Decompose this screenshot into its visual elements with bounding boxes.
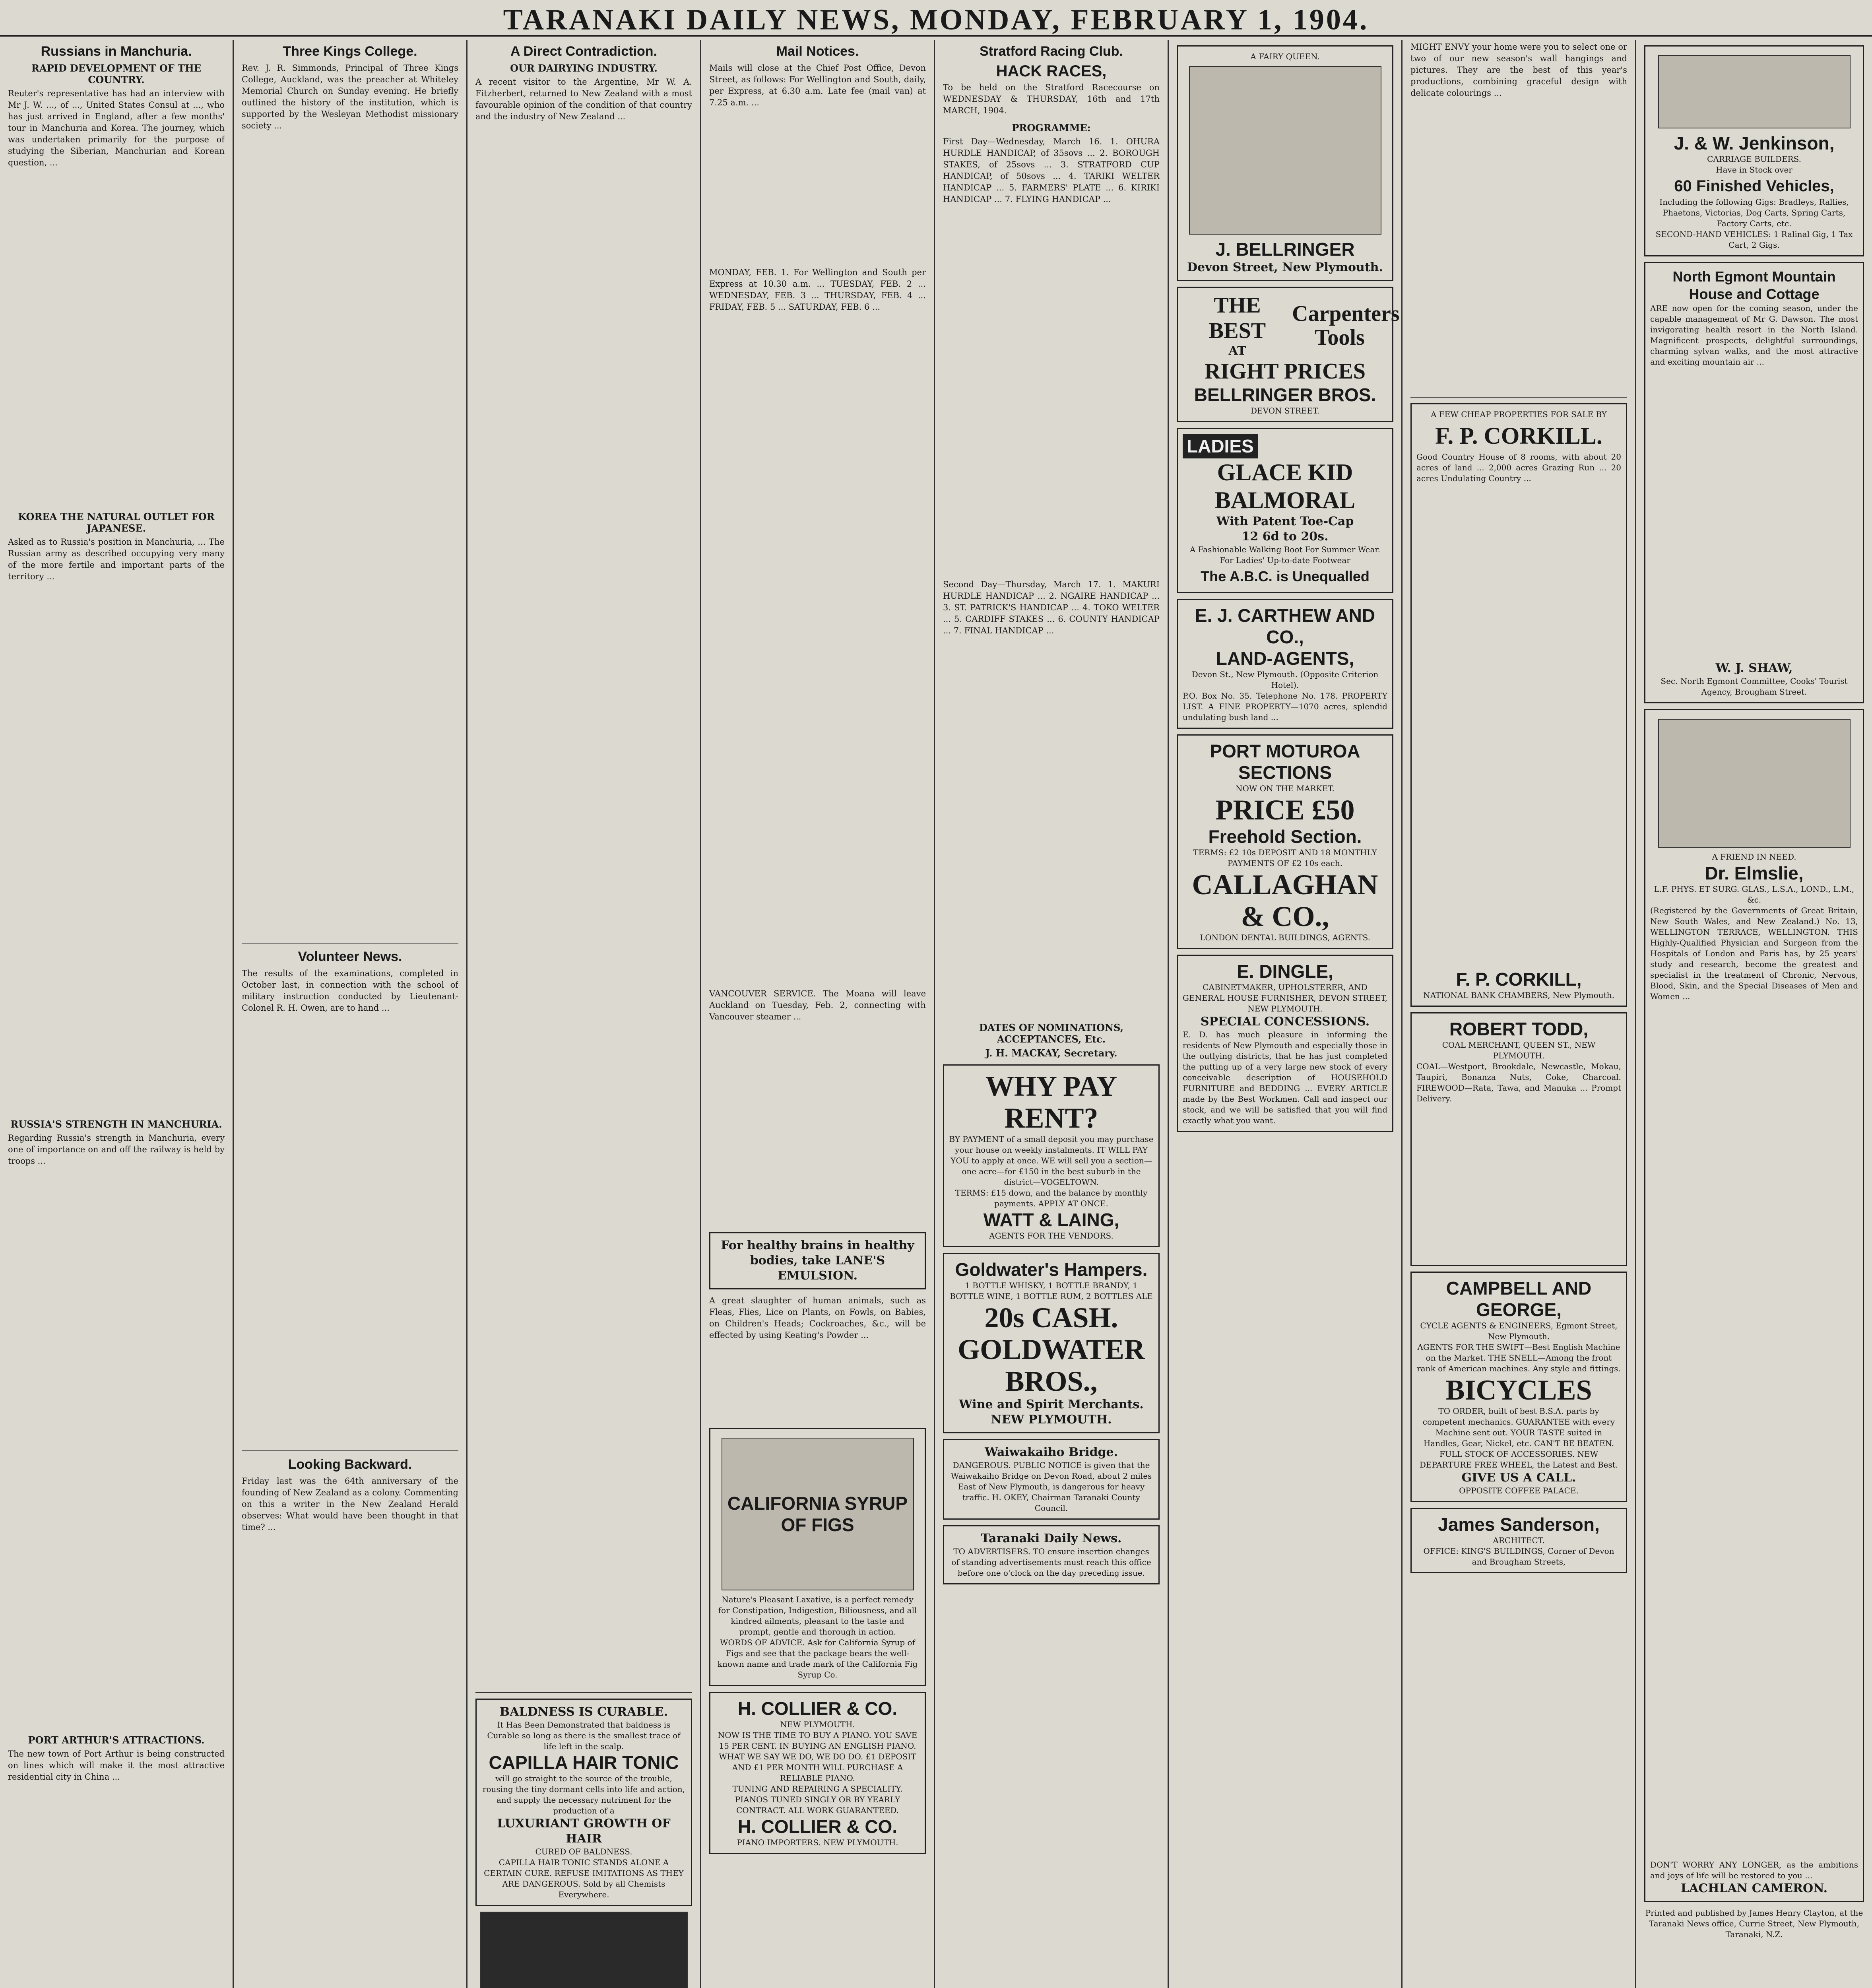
ad-title: E. DINGLE, [1237, 961, 1333, 982]
ad-title: James Sanderson, [1438, 1514, 1600, 1535]
ad-text: A Fashionable Walking Boot For Summer Wear. [1189, 545, 1381, 554]
ad-title: Taranaki Daily News. [981, 1532, 1122, 1545]
ad-title: GOLDWATER BROS., [958, 1334, 1145, 1397]
ad-subhead: SPECIAL CONCESSIONS. [1200, 1015, 1370, 1029]
ad-text: A FEW CHEAP PROPERTIES FOR SALE BY [1431, 410, 1607, 419]
subhead: PORT ARTHUR'S ATTRACTIONS. [28, 1734, 205, 1746]
signature: J. H. MACKAY, Secretary. [985, 1047, 1117, 1059]
friend-illustration [1658, 719, 1851, 848]
ad-text: E. D. has much pleasure in informing the residents of New Plymouth and especially those in the outlying districts, that he has just completed the putting up of a very large new stock of every conceivable description of HOUSEHOLD FURNITURE and BEDDING ... EVERY ARTICLE made by the Best Workmen. Call and inspect our stock, and we will be satisfied that you will find exactly what you want. [1183, 1030, 1387, 1125]
article-text: Friday last was the 64th anniversary of the founding of New Zealand as a colony. Commenting on this a writer in the New Zealand Herald observes: What would have been thought in that time? ... [242, 1476, 458, 1532]
ad-caption: A FAIRY QUEEN. [1250, 52, 1320, 61]
ad-title: CALLAGHAN & CO., [1192, 869, 1378, 932]
ad-text: DEVON STREET. [1250, 406, 1320, 415]
carpenters-tools-title: Carpenters Tools [1292, 301, 1400, 350]
ad-title: Freehold Section. [1208, 826, 1362, 847]
masthead-title: TARANAKI DAILY NEWS, MONDAY, FEBRUARY 1, 1904. [503, 4, 1369, 36]
column-1 [0, 40, 234, 1988]
bellringer-ad [1177, 45, 1393, 281]
column-6 [1169, 40, 1403, 1988]
carriage-illustration [1658, 55, 1851, 128]
ad-title: Waiwakaiho Bridge. [984, 1445, 1118, 1459]
waiwakaiho-notice [943, 1439, 1160, 1520]
article-text: A great slaughter of human animals, such as Fleas, Flies, Lice on Plants, on Fowls, on Babies, on Children's Heads; Cockroaches, &c., will be effected by using Keating's Powder ... [709, 1296, 926, 1340]
column-4 [701, 40, 935, 1988]
article-text: VANCOUVER SERVICE. The Moana will leave Auckland on Tuesday, Feb. 2, connecting with Vancouver steamer ... [709, 989, 926, 1021]
ad-text: TERMS: £2 10s DEPOSIT AND 18 MONTHLY PAYMENTS OF £2 10s each. [1193, 848, 1377, 868]
ad-caption: A FRIEND IN NEED. [1712, 852, 1796, 862]
imprint: Printed and published by James Henry Clayton, at the Taranaki News office, Currie Street, New Plymouth, Taranaki, N.Z. [1645, 1908, 1863, 1939]
ad-text: It Has Been Demonstrated that baldness is Curable so long as there is the smallest trace of life left in the scalp. [487, 1720, 681, 1751]
divider [242, 943, 458, 944]
headline-three-kings: Three Kings College. [283, 44, 417, 59]
ad-title: BICYCLES [1445, 1374, 1592, 1406]
article-text: The new town of Port Arthur is being constructed on lines which will make it the most attractive residential city in China ... [8, 1749, 225, 1782]
article-text: Mails will close at the Chief Post Office, Devon Street, as follows: For Wellington and South, daily, per Express, at 6.30 a.m. Late fee (mail van) at 7.25 a.m. ... [709, 63, 926, 107]
ad-title: Goldwater's Hampers. [955, 1259, 1148, 1280]
ad-label: LADIES [1183, 434, 1258, 458]
tdn-notice [943, 1525, 1160, 1584]
subhead: RUSSIA'S STRENGTH IN MANCHURIA. [10, 1118, 222, 1130]
ad-title: WATT & LAING, [983, 1209, 1119, 1230]
ad-title: Dr. Elmslie, [1705, 863, 1804, 883]
port-moturoa-ad [1177, 734, 1393, 949]
why-pay-rent-ad [943, 1064, 1160, 1247]
best-prices-row [1183, 293, 1400, 359]
ad-text: AGENTS FOR THE VENDORS. [989, 1231, 1114, 1241]
subhead: RAPID DEVELOPMENT OF THE COUNTRY. [31, 62, 201, 85]
article-text: MONDAY, FEB. 1. For Wellington and South per Express at 10.30 a.m. ... TUESDAY, FEB. 2 ... WEDNESDAY, FEB. 3 ... THURSDAY, FEB. 4 ... FRIDAY, FEB. 5 ... SATURDAY, FEB. 6 ... [709, 268, 926, 312]
headline-direct-contradiction: A Direct Contradiction. [510, 44, 657, 59]
syrup-figs-logo [722, 1438, 914, 1590]
divider [242, 1450, 458, 1451]
ad-headline: THE BEST [1209, 293, 1266, 343]
subhead: KOREA THE NATURAL OUTLET FOR JAPANESE. [18, 511, 215, 534]
carthew-ad [1177, 599, 1393, 729]
ad-text: CABINETMAKER, UPHOLSTERER, AND GENERAL HOUSE FURNISHER, DEVON STREET, NEW PLYMOUTH. [1183, 982, 1387, 1013]
ad-text: WORDS OF ADVICE. Ask for California Syrup of Figs and see that the package bears the well-known name and trade mark of the California Fig Syrup Co. [717, 1638, 918, 1679]
ad-text: NOW ON THE MARKET. [1235, 784, 1335, 793]
ad-title: 60 Finished Vehicles, [1674, 177, 1834, 195]
ad-text: (Registered by the Governments of Great Britain, New South Wales, and New Zealand.) No. 13, WELLINGTON TERRACE, WELLINGTON. THIS Highly-Qualified Physician and Surgeon from the Hospitals of London and Paris has, by 25 years' study and research, become the greatest and specialist in the treatment of Chronic, Nervous, Blood, Skin, and the Special Diseases of Men and Women ... [1650, 906, 1858, 1001]
ad-text: PIANO IMPORTERS. NEW PLYMOUTH. [737, 1838, 898, 1847]
dingle-ad [1177, 955, 1393, 1132]
ad-text: ARCHITECT. [1493, 1536, 1545, 1545]
ad-signature: LACHLAN CAMERON. [1680, 1881, 1828, 1895]
masthead [0, 0, 1872, 37]
ad-text: TO ORDER, built of best B.S.A. parts by competent mechanics. GUARANTEE with every Machine sent out. YOUR TASTE suited in Handles, Gear, Nickel, etc. CAN'T BE BEATEN. FULL STOCK OF ACCESSORIES. NEW DEPARTURE FREE WHEEL, the Latest and Best. [1419, 1406, 1618, 1470]
ad-headline: RIGHT PRICES [1204, 359, 1366, 384]
ad-title: H. COLLIER & CO. [737, 1816, 898, 1837]
article-text: Reuter's representative has had an interview with Mr J. W. ..., of ..., United States Consul at ..., who has just arrived in England, after a few months' tour in Manchuria and Korea. The journey, which was undertaken primarily for the purpose of studying the Siberian, Manchurian and Korean question, ... [8, 89, 225, 167]
ad-title: E. J. CARTHEW AND CO., [1195, 605, 1375, 647]
dr-elmslie-ad [1644, 709, 1864, 1902]
ad-text: OPPOSITE COFFEE PALACE. [1459, 1486, 1579, 1495]
ad-title: BELLRINGER BROS. [1194, 384, 1376, 405]
ad-title: CALIFORNIA SYRUP OF FIGS [727, 1493, 908, 1535]
ad-text: W. J. SHAW, [1715, 661, 1793, 675]
robert-todd-ad [1410, 1012, 1627, 1266]
ad-text: Have in Stock over [1716, 165, 1792, 175]
ad-title: GLACE KID BALMORAL [1214, 459, 1356, 513]
north-egmont-ad [1644, 262, 1864, 703]
nelson-moate-tea-ad [480, 1912, 688, 1988]
glace-header [1183, 434, 1387, 458]
ad-title: H. COLLIER & CO. [737, 1698, 898, 1719]
headline-volunteer-news: Volunteer News. [298, 949, 402, 964]
article-text: Rev. J. R. Simmonds, Principal of Three Kings College, Auckland, was the preacher at Whiteley Memorial Church on Sunday evening. He briefly outlined the history of the institution, which is supported by the Wesleyan Methodist missionary society ... [242, 63, 458, 130]
ad-title: J. & W. Jenkinson, [1674, 133, 1835, 153]
subhead: OUR DAIRYING INDUSTRY. [510, 62, 658, 74]
column-8 [1636, 40, 1872, 1988]
headline-stratford-racing: Stratford Racing Club. [980, 44, 1123, 59]
ad-subhead: BALDNESS IS CURABLE. [499, 1705, 668, 1719]
ad-title: North Egmont Mountain House and Cottage [1672, 268, 1836, 302]
fairy-illustration [1189, 66, 1381, 235]
ad-text: ARE now open for the coming season, under the capable management of Mr G. Dawson. The most invigorating health resort in the North Island. Magnificent prospects, delightful surroundings, charming sylvan walks, and the most attractive and exciting mountain air ... [1650, 303, 1858, 367]
column-7 [1403, 40, 1636, 1988]
article-text: A recent visitor to the Argentine, Mr W. A. Fitzherbert, returned to New Zealand with a most favourable opinion of the condition of that country and the industry of New Zealand ... [475, 77, 692, 121]
ad-text: Wine and Spirit Merchants. NEW PLYMOUTH. [959, 1398, 1144, 1427]
ad-title: J. BELLRINGER [1215, 239, 1355, 260]
campbell-george-ad [1410, 1272, 1627, 1502]
ad-text: With Patent Toe-Cap [1216, 514, 1354, 528]
ad-text: NATIONAL BANK CHAMBERS, New Plymouth. [1423, 990, 1614, 1000]
ad-title: LAND-AGENTS, [1216, 648, 1354, 669]
article-text: Regarding Russia's strength in Manchuria, every one of importance on and off the railway is held by troops ... [8, 1133, 225, 1166]
ad-slogan: The A.B.C. is Unequalled [1201, 568, 1370, 584]
california-syrup-figs-ad [709, 1428, 926, 1686]
h-collier-ad [709, 1692, 926, 1854]
ad-title: CAMPBELL AND GEORGE, [1446, 1278, 1592, 1320]
headline-mail-notices: Mail Notices. [776, 44, 859, 59]
article-text: Asked as to Russia's position in Manchuria, ... The Russian army as described occupying very many of the more fertile and important parts of the territory ... [8, 537, 225, 581]
ad-text: will go straight to the source of the trouble, rousing the tiny dormant cells into life and action, and supply the necessary nutriment for the production of a [482, 1774, 685, 1815]
ad-text: SECOND-HAND VEHICLES: 1 Ralinal Gig, 1 Tax Cart, 2 Gigs. [1655, 229, 1853, 250]
article-text: First Day—Wednesday, March 16. 1. OHURA HURDLE HANDICAP, of 35sovs ... 2. BOROUGH STAKES, of 25sovs ... 3. STRATFORD CUP HANDICAP, of 50sovs ... 4. TARIKI WELTER HANDICAP ... 5. FARMERS' PLATE ... 6. KIRIKI HANDICAP ... 7. FLYING HANDICAP ... [943, 137, 1160, 204]
subhead: DATES OF NOMINATIONS, ACCEPTANCES, Etc. [979, 1022, 1123, 1045]
bellringer-bros-ad [1177, 287, 1400, 422]
ad-text: 1 BOTTLE WHISKY, 1 BOTTLE BRANDY, 1 BOTTLE WINE, 1 BOTTLE RUM, 2 BOTTLES ALE [950, 1281, 1153, 1301]
ad-text: NEW PLYMOUTH. [780, 1720, 855, 1729]
ad-title: WHY PAY RENT? [985, 1070, 1117, 1134]
ad-text: Including the following Gigs: Bradleys, Rallies, Phaetons, Victorias, Dog Carts, Spring Carts, Factory Carts, etc. [1659, 197, 1849, 228]
ad-title: ROBERT TODD, [1449, 1019, 1589, 1039]
article-text: To be held on the Stratford Racecourse on WEDNESDAY & THURSDAY, 16th and 17th MARCH, 1904. [943, 83, 1160, 115]
ad-text: WHAT WE SAY WE DO, WE DO DO. £1 DEPOSIT AND £1 PER MONTH WILL PURCHASE A RELIABLE PIANO. [719, 1752, 916, 1783]
ad-text: AGENTS FOR THE SWIFT—Best English Machine on the Market. THE SNELL—Among the front rank of American machines. Any style and fittings. [1417, 1342, 1621, 1373]
glace-kid-ad [1177, 428, 1393, 593]
headline-looking-backward: Looking Backward. [288, 1457, 412, 1472]
headline-russians-manchuria: Russians in Manchuria. [41, 44, 192, 59]
ad-price: 12 6d to 20s. [1242, 530, 1329, 544]
jenkinson-ad [1644, 45, 1864, 256]
corkill-ad [1410, 403, 1627, 1007]
capilla-hair-tonic-ad [475, 1699, 692, 1906]
ad-text: OFFICE: KING'S BUILDINGS, Corner of Devon and Brougham Streets, [1423, 1546, 1614, 1567]
ad-title: CAPILLA HAIR TONIC [489, 1752, 679, 1773]
ad-text: TUNING AND REPAIRING A SPECIALITY. PIANOS TUNED SINGLY OR BY YEARLY CONTRACT. ALL WORK GUARANTEED. [732, 1784, 903, 1815]
goldwater-hampers-ad [943, 1253, 1160, 1433]
ad-text: COAL—Westport, Brookdale, Newcastle, Mokau, Taupiri, Bonanza Nuts, Coke, Charcoal. FIREWOOD—Rata, Tawa, and Manuka ... Prompt Delivery. [1416, 1062, 1621, 1103]
column-5 [935, 40, 1169, 1988]
ad-text: NOW IS THE TIME TO BUY A PIANO. YOU SAVE 15 PER CENT. IN BUYING AN ENGLISH PIANO. [718, 1730, 918, 1751]
ad-subhead: LUXURIANT GROWTH OF HAIR [497, 1817, 671, 1846]
ad-price: PRICE £50 [1215, 794, 1355, 826]
ad-text: P.O. Box No. 35. Telephone No. 178. PROPERTY LIST. A FINE PROPERTY—1070 acres, splendid undulating bush land ... [1183, 691, 1387, 722]
ad-price: 20s CASH. [984, 1302, 1118, 1334]
ad-text: DANGEROUS. PUBLIC NOTICE is given that the Waiwakaiho Bridge on Devon Road, about 2 miles East of New Plymouth, is dangerous for heavy traffic. H. OKEY, Chairman Taranaki County Council. [951, 1460, 1152, 1513]
divider [1410, 397, 1627, 398]
ad-text: For healthy brains in healthy bodies, take LANE'S EMULSION. [721, 1239, 914, 1283]
ad-title: HACK RACES, [996, 62, 1107, 80]
ad-text: GIVE US A CALL. [1461, 1471, 1576, 1485]
ad-text: CYCLE AGENTS & ENGINEERS, Egmont Street, New Plymouth. [1420, 1321, 1618, 1341]
ad-text: LONDON DENTAL BUILDINGS, AGENTS. [1200, 933, 1370, 942]
ad-text: TERMS: £15 down, and the balance by monthly payments. APPLY AT ONCE. [955, 1188, 1148, 1208]
article-text: The results of the examinations, completed in October last, in connection with the school of military instruction conducted by Lieutenant-Colonel R. H. Owen, are to hand ... [242, 969, 458, 1013]
ad-title: F. P. CORKILL. [1435, 423, 1602, 449]
article-text: Second Day—Thursday, March 17. 1. MAKURI HURDLE HANDICAP ... 2. NGAIRE HANDICAP ... 3. ST. PATRICK'S HANDICAP ... 4. TOKO WELTER ... 5. CARDIFF STAKES ... 6. COUNTY HANDICAP ... 7. FINAL HANDICAP ... [943, 580, 1160, 635]
ad-text: CURED OF BALDNESS. [535, 1847, 632, 1856]
ad-text: L.F. PHYS. ET SURG. GLAS., L.S.A., LOND., L.M., &c. [1654, 884, 1855, 905]
divider [475, 1692, 692, 1693]
ad-text: TO ADVERTISERS. TO ensure insertion changes of standing advertisements must reach this office before one o'clock on the day preceding issue. [951, 1547, 1151, 1578]
article-text: MIGHT ENVY your home were you to select one or two of our new season's wall hangings and pictures. They are the best of this year's productions, combining graceful design with delicate colourings ... [1410, 42, 1627, 98]
ad-text: Nature's Pleasant Laxative, is a perfect remedy for Constipation, Indigestion, Biliousness, and all kindred ailments, pleasant to the taste and prompt, gentle and thorough in action. [718, 1595, 917, 1637]
ad-title: F. P. CORKILL, [1456, 969, 1582, 990]
ad-text: Sec. North Egmont Committee, Cooks' Tourist Agency, Brougham Street. [1661, 676, 1848, 697]
ad-text: Devon St., New Plymouth. (Opposite Criterion Hotel). [1191, 670, 1379, 690]
sanderson-ad [1410, 1508, 1627, 1573]
ad-text: COAL MERCHANT, QUEEN ST., NEW PLYMOUTH. [1442, 1040, 1596, 1060]
ad-text: AT [1228, 344, 1246, 358]
ad-text: BY PAYMENT of a small deposit you may purchase your house on weekly instalments. IT WILL PAY YOU to apply at once. WE will sell you a section—one acre—for £150 in the best suburb in the district—VOGELTOWN. [949, 1134, 1154, 1187]
subhead: PROGRAMME: [1012, 122, 1091, 134]
ad-text: DON'T WORRY ANY LONGER, as the ambitions and joys of life will be restored to you ... [1650, 1860, 1858, 1880]
ad-text: CARRIAGE BUILDERS. [1707, 154, 1801, 164]
ad-text: CAPILLA HAIR TONIC STANDS ALONE A CERTAIN CURE. REFUSE IMITATIONS AS THEY ARE DANGEROUS. Sold by all Chemists Everywhere. [484, 1858, 684, 1899]
column-2 [234, 40, 468, 1988]
ad-text: For Ladies' Up-to-date Footwear [1220, 555, 1350, 565]
ad-text: Good Country House of 8 rooms, with about 20 acres of land ... 2,000 acres Grazing Run ... 20 acres Undulating Country ... [1416, 452, 1621, 483]
lanes-emulsion-ad [709, 1232, 926, 1289]
ad-title: PORT MOTUROA SECTIONS [1210, 741, 1360, 783]
column-3 [468, 40, 701, 1988]
ad-text: Devon Street, New Plymouth. [1187, 260, 1383, 274]
